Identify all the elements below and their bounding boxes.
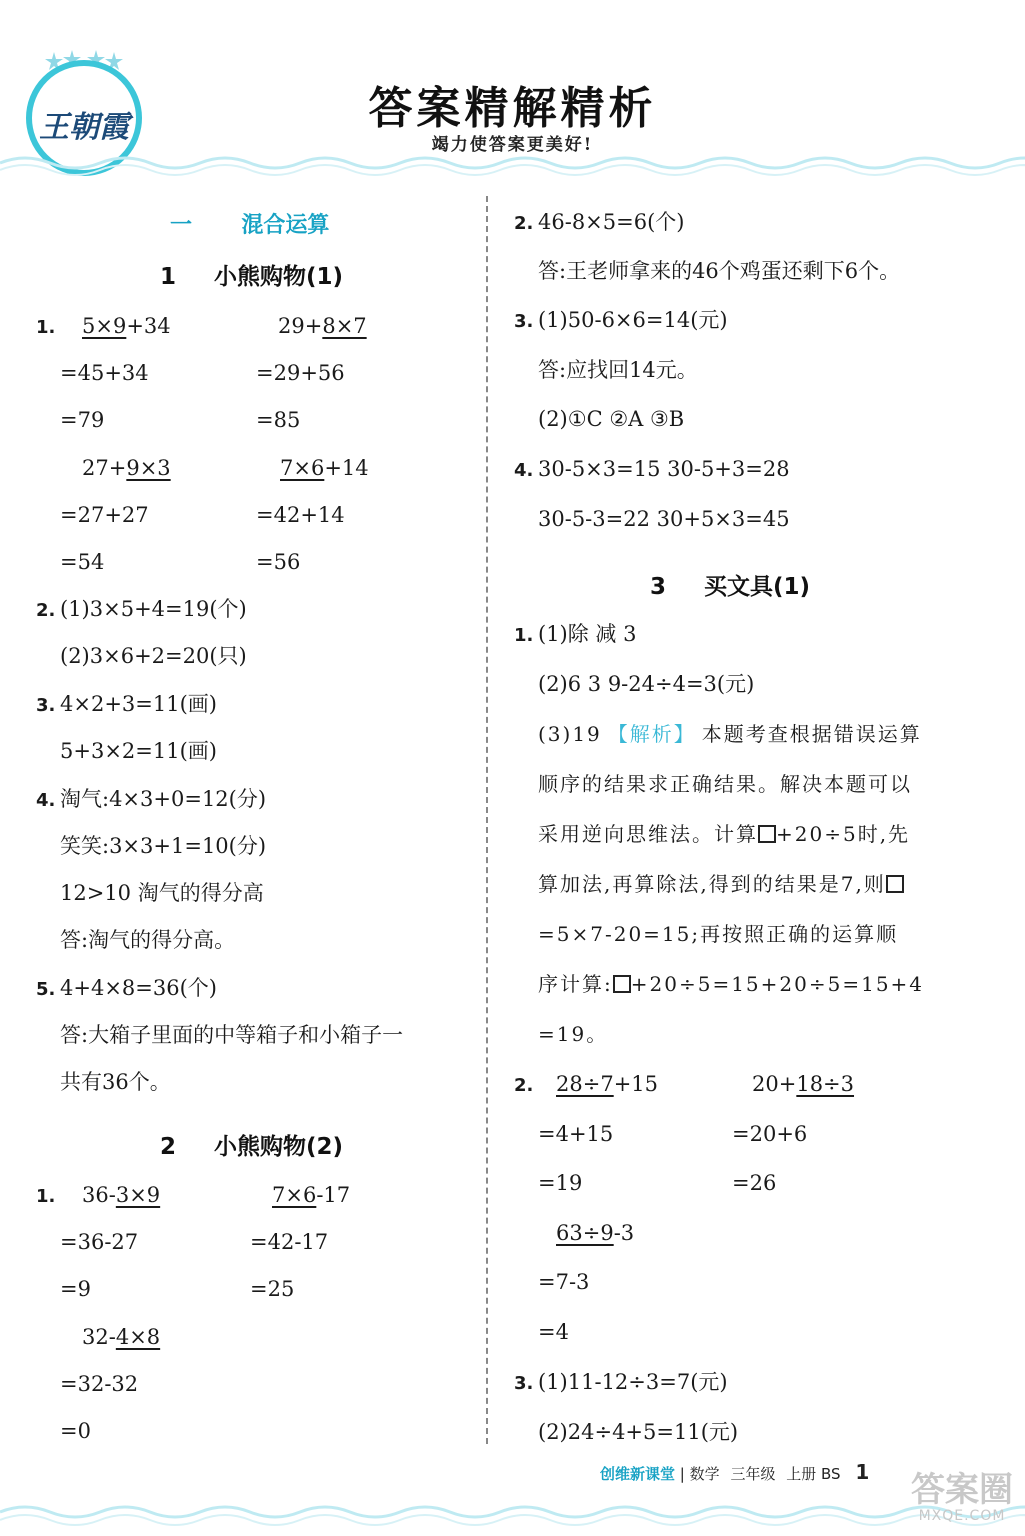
lesson-title: 买文具(1): [704, 574, 811, 600]
page-footer: [600, 1460, 869, 1484]
explanation-text: +20÷5=15+20÷5=15+4: [630, 972, 925, 996]
footer-wave-decoration: [0, 1500, 1025, 1530]
lesson-number: 1: [160, 264, 177, 290]
question-number: 1.: [36, 317, 56, 338]
step-line: =4: [538, 1320, 569, 1344]
watermark: [910, 1472, 1014, 1532]
expression-rest: 20+: [752, 1072, 797, 1096]
answer-line: (2)6 3 9-24÷4=3(元): [538, 672, 755, 696]
answer-line: (2)3×6+2=20(只): [60, 644, 247, 668]
section-title: 混合运算: [241, 213, 330, 238]
answer-line: 笑笑:3×3+1=10(分): [60, 834, 267, 858]
answer-line: 5+3×2=11(画): [60, 739, 217, 763]
step-line: =42-17: [250, 1230, 329, 1254]
explanation-line: 顺序的结果求正确结果。解决本题可以: [538, 772, 912, 796]
lesson-heading-1: [160, 258, 343, 291]
underlined-part: 18÷3: [796, 1072, 855, 1096]
step-line: =36-27: [60, 1230, 139, 1254]
step-line: =26: [732, 1171, 777, 1195]
underlined-part: 3×9: [115, 1183, 161, 1207]
question-number: 2.: [514, 1075, 534, 1096]
expression-rest: 36-: [82, 1183, 116, 1207]
explanation-line: [538, 720, 922, 748]
blank-box-icon: [758, 825, 776, 843]
footer-subject: 数学: [689, 1465, 720, 1483]
answer-line: (1)除 减 3: [538, 622, 637, 646]
answer-line: 30-5-3=22 30+5×3=45: [538, 507, 790, 531]
question-number: 2.: [36, 600, 56, 621]
expression: [556, 1219, 634, 1247]
step-line: =45+34: [60, 361, 149, 385]
answer-line: 答:王老师拿来的46个鸡蛋还剩下6个。: [538, 259, 901, 283]
explanation-text: 采用逆向思维法。计算: [538, 822, 758, 846]
expression-rest: -3: [613, 1221, 635, 1245]
underlined-part: 8×7: [322, 314, 367, 338]
explanation-line: [538, 820, 910, 848]
explanation-line: [538, 870, 904, 898]
answer-line: (1)3×5+4=19(个): [60, 597, 247, 621]
step-line: =27+27: [60, 503, 149, 527]
answer-line: (1)11-12÷3=7(元): [538, 1370, 728, 1394]
underlined-part: 7×6: [272, 1183, 317, 1207]
expression: [82, 312, 171, 340]
footer-separator: |: [679, 1465, 685, 1483]
step-line: =0: [60, 1419, 91, 1443]
lesson-heading-3: [650, 568, 810, 601]
underlined-part: 5×9: [82, 314, 127, 338]
step-line: =56: [256, 550, 301, 574]
question-number: 1.: [514, 625, 534, 646]
step-line: =20+6: [732, 1122, 808, 1146]
question-number: 2.: [514, 213, 534, 234]
page-number: 1: [855, 1460, 870, 1484]
answer-line: 答:应找回14元。: [538, 358, 698, 382]
question-number: 3.: [514, 311, 534, 332]
lesson-title: 小熊购物(1): [214, 264, 344, 290]
lesson-title: 小熊购物(2): [214, 1134, 344, 1160]
expression-rest: +15: [613, 1072, 659, 1096]
expression: [272, 1181, 350, 1209]
blank-box-icon: [886, 875, 904, 893]
footer-edition: BS: [821, 1465, 841, 1483]
question-number: 4.: [514, 460, 534, 481]
section-number: 一: [170, 213, 193, 238]
expression: [752, 1070, 854, 1098]
explanation-text: 序计算:: [538, 972, 613, 996]
answer-line: 答:淘气的得分高。: [60, 928, 236, 952]
page-header: [0, 0, 1025, 190]
question-number: 3.: [36, 695, 56, 716]
expression: [82, 454, 171, 482]
explanation-line: [538, 970, 924, 998]
lesson-number: 2: [160, 1134, 177, 1160]
explanation-text: 算加法,再算除法,得到的结果是7,则: [538, 872, 886, 896]
underlined-part: 7×6: [280, 456, 325, 480]
lesson-heading-2: [160, 1128, 343, 1161]
step-line: =19: [538, 1171, 583, 1195]
answer-line: (2)24÷4+5=11(元): [538, 1420, 739, 1444]
expression: [82, 1323, 160, 1351]
answer-line: 共有36个。: [60, 1070, 171, 1094]
expression: [278, 312, 367, 340]
step-line: =85: [256, 408, 301, 432]
expression: [556, 1070, 658, 1098]
logo-text: 王朝霞: [39, 110, 129, 145]
answer-line: (1)50-6×6=14(元): [538, 308, 728, 332]
step-line: =7-3: [538, 1270, 590, 1294]
expression-rest: -17: [316, 1183, 351, 1207]
section-heading: [170, 208, 329, 239]
step-line: =4+15: [538, 1122, 614, 1146]
underlined-part: 9×3: [126, 456, 171, 480]
question-number: 3.: [514, 1373, 534, 1394]
expression: [280, 454, 369, 482]
step-line: =32-32: [60, 1372, 139, 1396]
step-line: =42+14: [256, 503, 345, 527]
footer-volume: 上册: [786, 1465, 817, 1483]
expression-rest: 32-: [82, 1325, 116, 1349]
explanation-line: =19。: [538, 1022, 609, 1046]
step-line: =54: [60, 550, 105, 574]
underlined-part: 63÷9: [556, 1221, 614, 1245]
footer-brand: 创维新课堂: [600, 1465, 676, 1483]
step-line: =29+56: [256, 361, 345, 385]
answer-value: (3)19: [538, 722, 602, 746]
explanation-text: 本题考查根据错误运算: [701, 722, 922, 746]
answer-line: 46-8×5=6(个): [538, 210, 685, 234]
lesson-number: 3: [650, 574, 667, 600]
column-divider: [486, 196, 488, 1444]
question-number: 4.: [36, 790, 56, 811]
expression-rest: +34: [126, 314, 171, 338]
answer-line: 淘气:4×3+0=12(分): [60, 787, 267, 811]
expression-rest: 27+: [82, 456, 127, 480]
explanation-text: +20÷5时,先: [776, 822, 911, 846]
underlined-part: 4×8: [115, 1325, 161, 1349]
watermark-text: 答案圈: [911, 1470, 1013, 1510]
question-number: 1.: [36, 1186, 56, 1207]
step-line: =9: [60, 1277, 91, 1301]
underlined-part: 28÷7: [556, 1072, 614, 1096]
answer-line: (2)①C ②A ③B: [538, 407, 685, 431]
page-subtitle: 竭力使答案更美好!: [431, 135, 594, 155]
blank-box-icon: [613, 975, 631, 993]
expression: [82, 1181, 160, 1209]
question-number: 5.: [36, 979, 56, 1000]
answer-line: 30-5×3=15 30-5+3=28: [538, 457, 790, 481]
answer-line: 12>10 淘气的得分高: [60, 881, 264, 905]
answer-line: 4+4×8=36(个): [60, 976, 217, 1000]
answer-line: 答:大箱子里面的中等箱子和小箱子一: [60, 1023, 404, 1047]
footer-grade: 三年级: [730, 1465, 776, 1483]
step-line: =25: [250, 1277, 295, 1301]
page-title: 答案精解精析: [368, 83, 657, 134]
watermark-url: MXQE.COM: [918, 1508, 1006, 1524]
explanation-line: =5×7-20=15;再按照正确的运算顺: [538, 922, 899, 946]
step-line: =79: [60, 408, 105, 432]
expression-rest: +14: [324, 456, 369, 480]
analysis-tag: 【解析】: [607, 722, 696, 746]
expression-rest: 29+: [278, 314, 323, 338]
answer-line: 4×2+3=11(画): [60, 692, 217, 716]
